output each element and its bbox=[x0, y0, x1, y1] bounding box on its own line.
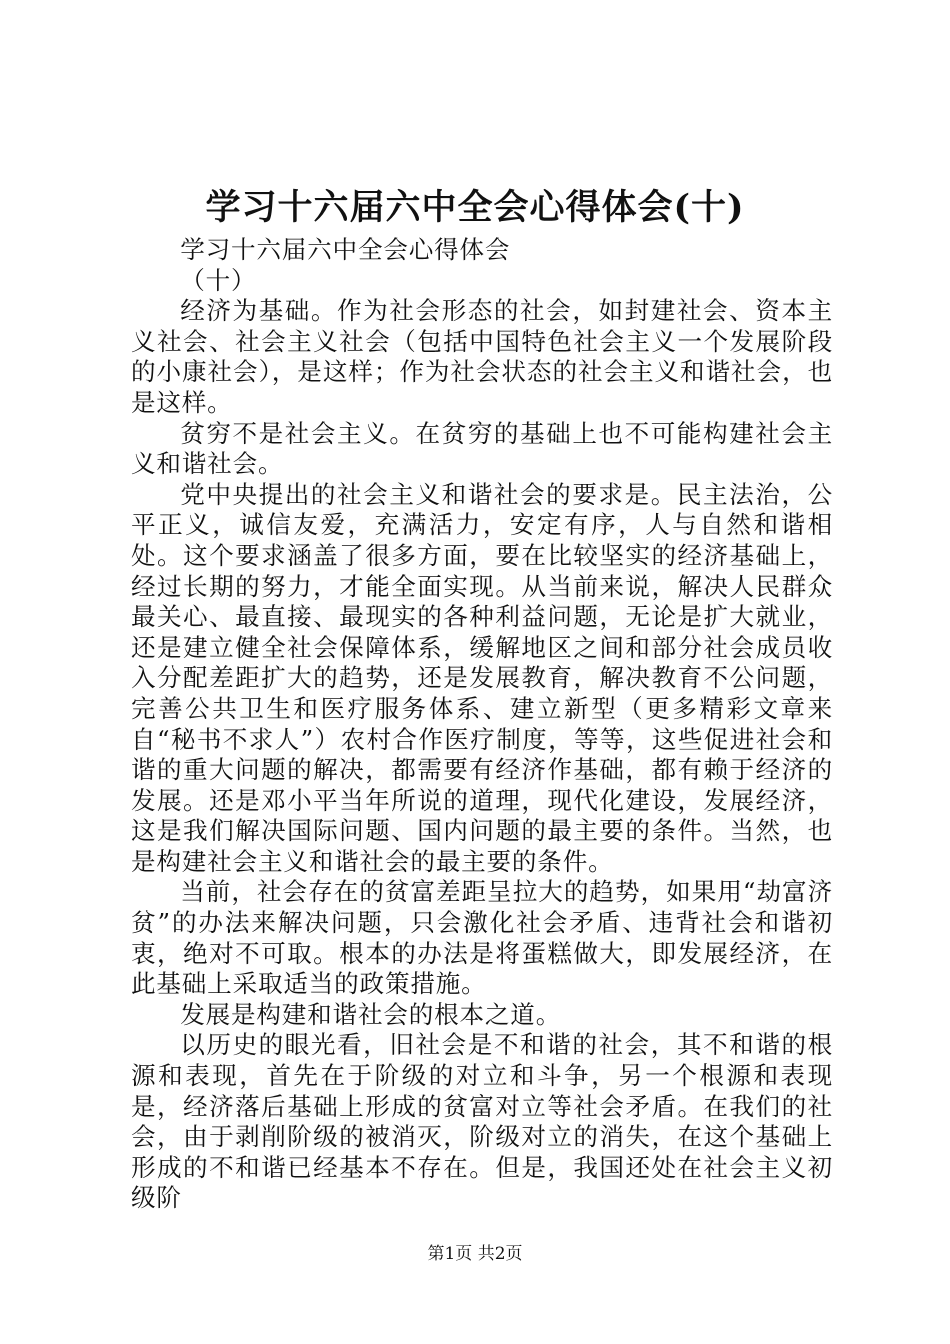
paragraph: 经济为基础。作为社会形态的社会，如封建社会、资本主义社会、社会主义社会（包括中国特色社会主义一个发展阶段的小康社会），是这样；作为社会状态的社会主义和谐社会，也是这样。 bbox=[131, 296, 833, 417]
document-body bbox=[131, 235, 833, 1214]
paragraph: 当前，社会存在的贫富差距呈拉大的趋势，如果用“劫富济贫”的办法来解决问题，只会激化社会矛盾、违背社会和谐初衷，绝对不可取。根本的办法是将蛋糕做大，即发展经济，在此基础上采取适当的政策措施。 bbox=[131, 877, 833, 999]
paragraph: 发展是构建和谐社会的根本之道。 bbox=[180, 999, 562, 1029]
paragraph: 党中央提出的社会主义和谐社会的要求是。民主法治，公平正义，诚信友爱，充满活力，安定有序，人与自然和谐相处。这个要求涵盖了很多方面，要在比较坚实的经济基础上，经过长期的努力，才能全面实现。从当前来说，解决人民群众最关心、最直接、最现实的各种利益问题，无论是扩大就业，还是建立健全社会保障体系，缓解地区之间和部分社会成员收入分配差距扩大的趋势，还是发展教育，解决教育不公问题，完善公共卫生和医疗服务体系、建立新型（更多精彩文章来自“秘书不求人”）农村合作医疗制度，等等，这些促进社会和谐的重大问题的解决，都需要有经济作基础，都有赖于经济的发展。还是邓小平当年所说的道理，现代化建设，发展经济，这是我们解决国际问题、国内问题的最主要的条件。当然，也是构建社会主义和谐社会的最主要的条件。 bbox=[131, 479, 833, 876]
paragraph: 贫穷不是社会主义。在贫穷的基础上也不可能构建社会主义和谐社会。 bbox=[131, 418, 833, 479]
page-number-footer: 第1页 共2页 bbox=[427, 1244, 523, 1264]
document-title: 学习十六届六中全会心得体会(十) bbox=[205, 187, 745, 228]
paragraph: 以历史的眼光看，旧社会是不和谐的社会，其不和谐的根源和表现，首先在于阶级的对立和斗争，另一个根源和表现是，经济落后基础上形成的贫富对立等社会矛盾。在我们的社会，由于剥削阶级的被消灭，阶级对立的消失，在这个基础上形成的不和谐已经基本不存在。但是，我国还处在社会主义初级阶 bbox=[131, 1030, 833, 1213]
subtitle-number: （十） bbox=[180, 265, 257, 295]
subtitle-line: 学习十六届六中全会心得体会 bbox=[180, 235, 511, 264]
